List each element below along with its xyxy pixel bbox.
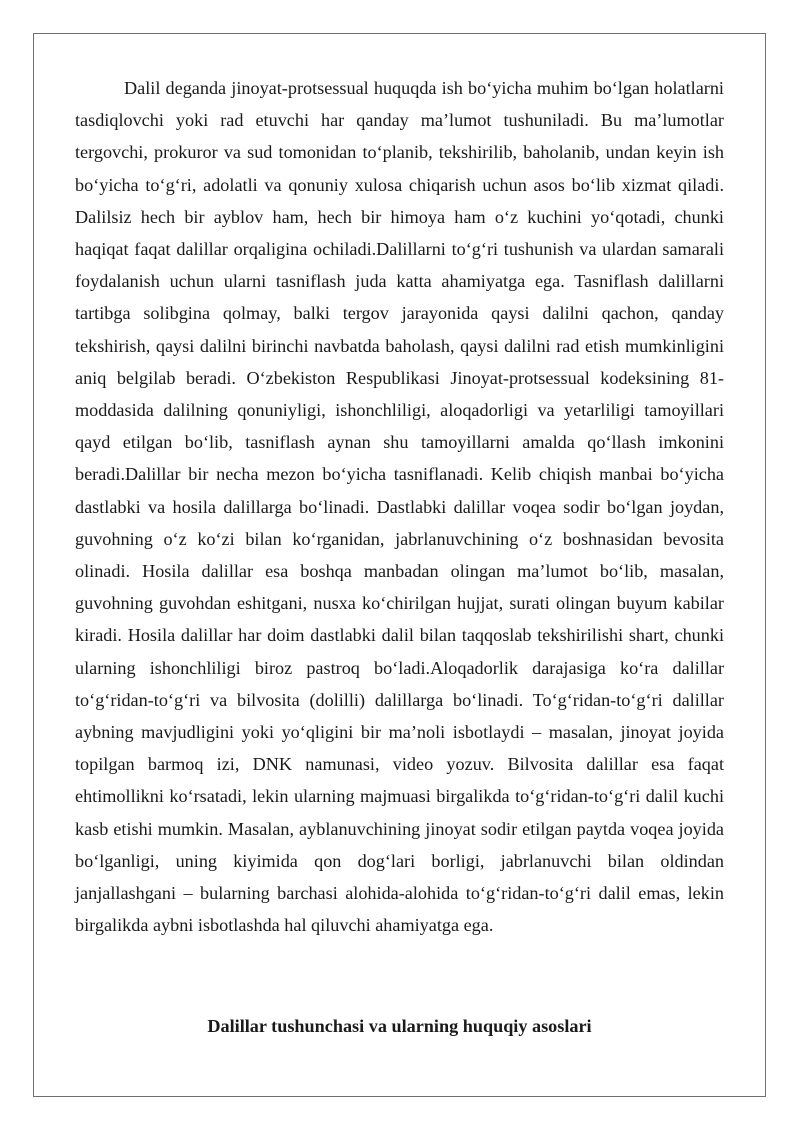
body-paragraph: Dalil deganda jinoyat-protsessual huquqda ish bo‘yicha muhim bo‘lgan holatlarni tasdiqlovchi yoki rad etuvchi har qanday ma’lumot tushuniladi. Bu ma’lumotlar tergovchi, prokuror va sud tomonidan to‘planib, tekshirilib, baholanib, undan keyin ish bo‘yicha to‘g‘ri, adolatli va qonuniy xulosa chiqarish uchun asos bo‘lib xizmat qiladi. Dalilsiz hech bir ayblov ham, hech bir himoya ham o‘z kuchini yo‘qotadi, chunki haqiqat faqat dalillar orqaligina ochiladi.Dalillarni to‘g‘ri tushunish va ulardan samarali foydalanish uchun ularni tasniflash juda katta ahamiyatga ega. Tasniflash dalillarni tartibga solibgina qolmay, balki tergov jarayonida qaysi dalilni qachon, qanday tekshirish, qaysi dalilni birinchi navbatda baholash, qaysi dalilni rad etish mumkinligini aniq belgilab beradi. O‘zbekiston Respublikasi Jinoyat-protsessual kodeksining 81-moddasida dalilning qonuniyligi, ishonchliligi, aloqadorligi va yetarliligi tamoyillari qayd etilgan bo‘lib, tasniflash aynan shu tamoyillarni amalda qo‘llash imkonini beradi.Dalillar bir necha mezon bo‘yicha tasniflanadi. Kelib chiqish manbai bo‘yicha dastlabki va hosila dalillarga bo‘linadi. Dastlabki dalillar voqea sodir bo‘lgan joydan, guvohning o‘z ko‘zi bilan ko‘rganidan, jabrlanuvchining o‘z boshnasidan bevosita olinadi. Hosila dalillar esa boshqa manbadan olingan ma’lumot bo‘lib, masalan, guvohning guvohdan eshitgani, nusxa ko‘chirilgan hujjat, surati olingan buyum kabilar kiradi. Hosila dalillar har doim dastlabki dalil bilan taqqoslab tekshirilishi shart, chunki ularning ishonchliligi biroz pastroq bo‘ladi.Aloqadorlik darajasiga ko‘ra dalillar to‘g‘ridan-to‘g‘ri va bilvosita (dolilli) dalillarga bo‘linadi. To‘g‘ridan-to‘g‘ri dalillar aybning mavjudligini yoki yo‘qligini bir ma’noli isbotlaydi – masalan, jinoyat joyida topilgan barmoq izi, DNK namunasi, video yozuv. Bilvosita dalillar esa faqat ehtimollikni ko‘rsatadi, lekin ularning majmuasi birgalikda to‘g‘ridan-to‘g‘ri dalil kuchi kasb etishi mumkin. Masalan, ayblanuvchining jinoyat sodir etilgan paytda voqea joyida bo‘lganligi, uning kiyimida qon dog‘lari borligi, jabrlanuvchi bilan oldindan janjallashgani – bularning barchasi alohida-alohida to‘g‘ridan-to‘g‘ri dalil emas, lekin birgalikda aybni isbotlashda hal qiluvchi ahamiyatga ega. bbox=[75, 78, 724, 936]
section-heading: Dalillar tushunchasi va ularning huquqiy asoslari bbox=[207, 1016, 592, 1036]
